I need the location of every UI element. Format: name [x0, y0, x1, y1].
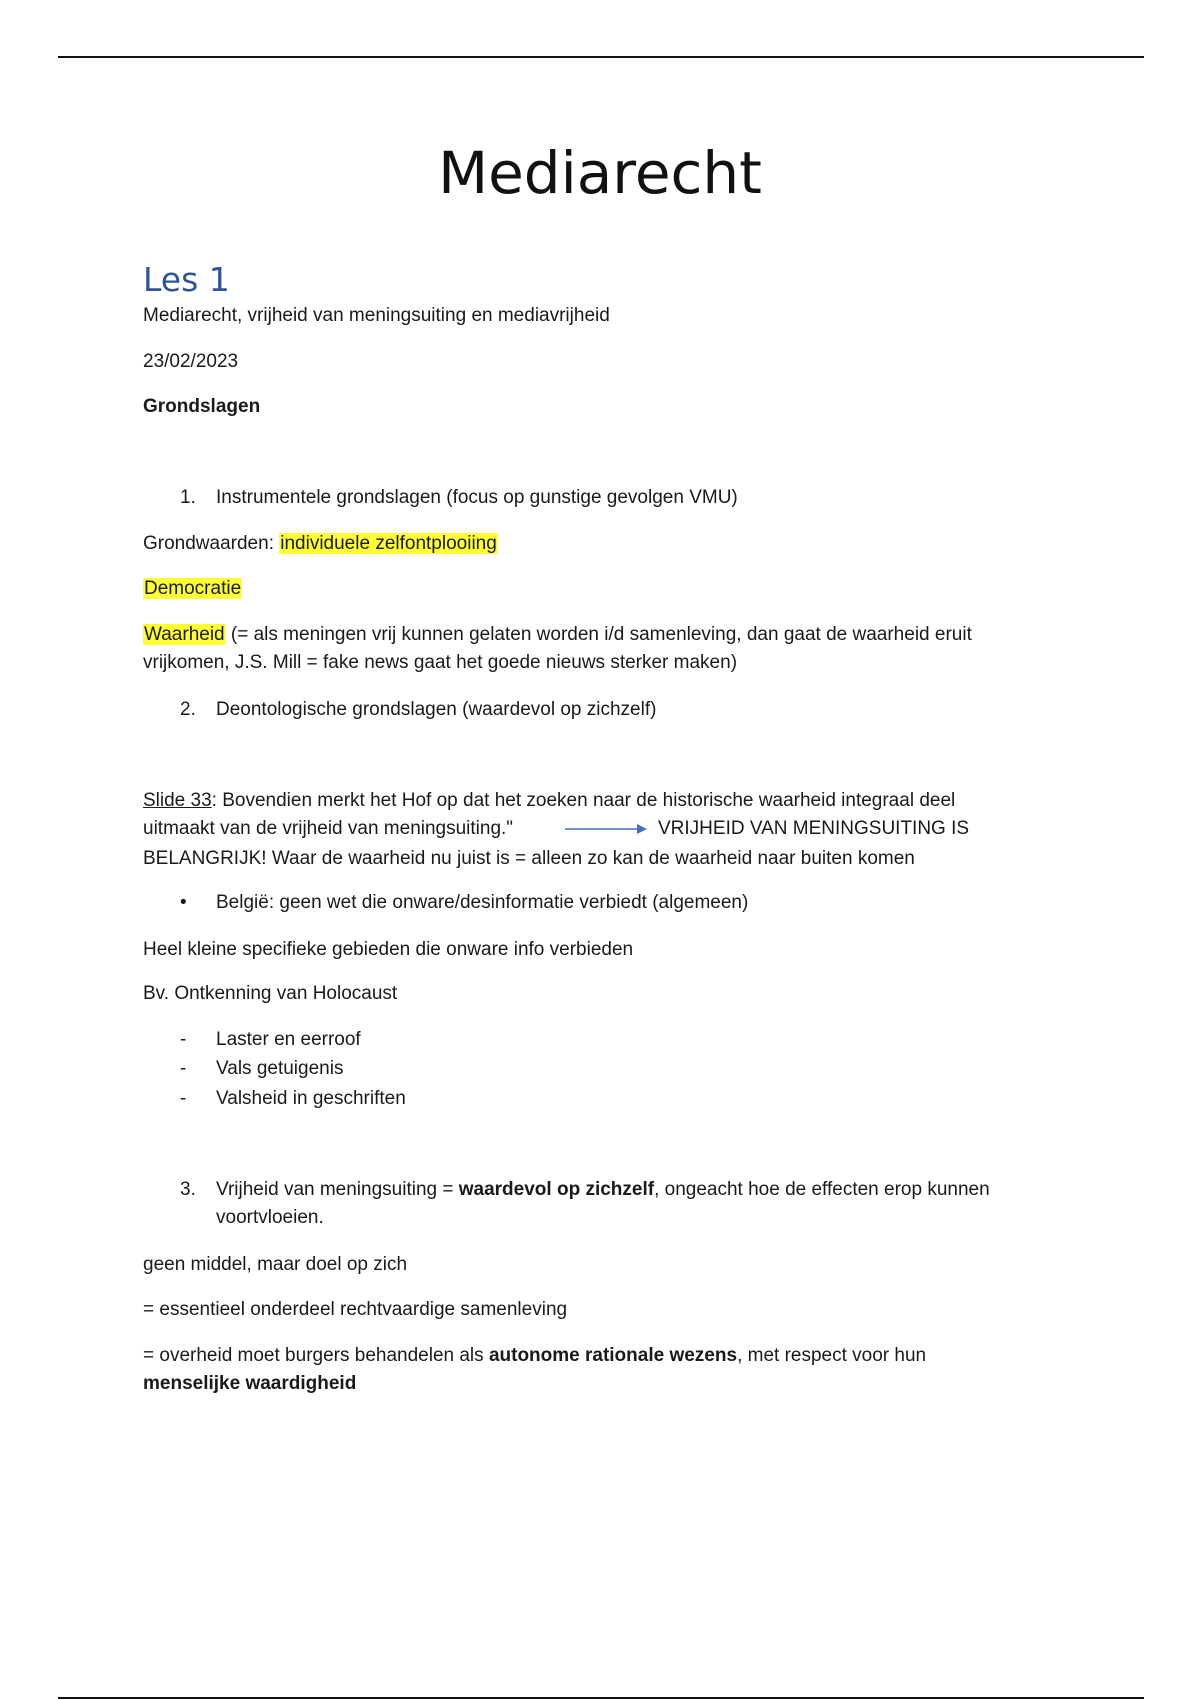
date: 23/02/2023	[143, 351, 239, 372]
overheid-bold-2: menselijke waardigheid	[143, 1373, 357, 1394]
overheid-line-1	[143, 1342, 926, 1370]
list-item-1: Instrumentele grondslagen (focus op gunstige gevolgen VMU)	[216, 487, 738, 508]
bottom-rule	[58, 1697, 1144, 1699]
democratie-highlight: Democratie	[144, 578, 242, 599]
item3-bold: waardevol op zichzelf	[458, 1179, 655, 1200]
dash-marker: -	[180, 1058, 187, 1079]
grondwaarden-line	[143, 530, 498, 558]
dash-item-2: Vals getuigenis	[216, 1058, 344, 1079]
list-item-2: Deontologische grondslagen (waardevol op zichzelf)	[216, 699, 657, 720]
grondwaarden-label: Grondwaarden:	[143, 533, 274, 554]
section-heading-text: Grondslagen	[143, 396, 261, 417]
list-number-3: 3.	[180, 1179, 196, 1200]
subtitle: Mediarecht, vrijheid van meningsuiting en mediavrijheid	[143, 305, 610, 326]
democratie-line	[143, 575, 242, 603]
waarheid-line-2: vrijkomen, J.S. Mill = fake news gaat het goede nieuws sterker maken)	[143, 652, 738, 673]
dash-marker: -	[180, 1088, 187, 1109]
specific-line: Heel kleine specifieke gebieden die onware info verbieden	[143, 939, 634, 960]
slide-line-2b: VRIJHEID VAN MENINGSUITING IS	[658, 818, 970, 839]
bv-line: Bv. Ontkenning van Holocaust	[143, 983, 398, 1004]
slide-reference: Slide 33	[143, 790, 212, 811]
waarheid-text-1: (= als meningen vrij kunnen gelaten worden i/d samenleving, dan gaat de waarheid eruit	[230, 624, 972, 645]
arrow-right-icon	[563, 822, 649, 836]
list-item-3	[216, 1176, 990, 1204]
bullet-item: België: geen wet die onware/desinformatie verbiedt (algemeen)	[216, 892, 749, 913]
bullet-marker: •	[180, 892, 187, 913]
dash-item-1: Laster en eerroof	[216, 1029, 361, 1050]
overheid-text-a: = overheid moet burgers behandelen als	[143, 1345, 489, 1366]
item3-text-b: , ongeacht hoe de effecten erop kunnen	[654, 1179, 990, 1200]
item3-text-a: Vrijheid van meningsuiting =	[216, 1179, 459, 1200]
list-number-2: 2.	[180, 699, 196, 720]
waarheid-highlight: Waarheid	[144, 624, 225, 645]
middel-line: geen middel, maar doel op zich	[143, 1254, 408, 1275]
dash-marker: -	[180, 1029, 187, 1050]
waarheid-line-1	[143, 621, 972, 649]
document-title: Mediarecht	[438, 139, 762, 207]
overheid-text-b: , met respect voor hun	[737, 1345, 927, 1366]
dash-item-3: Valsheid in geschriften	[216, 1088, 406, 1109]
essentieel-line: = essentieel onderdeel rechtvaardige samenleving	[143, 1299, 568, 1320]
top-rule	[58, 56, 1144, 58]
slide-line-1	[143, 787, 955, 815]
grondwaarden-highlight: individuele zelfontplooiing	[280, 533, 497, 554]
slide-line-3: BELANGRIJK! Waar de waarheid nu juist is = alleen zo kan de waarheid naar buiten komen	[143, 848, 915, 869]
overheid-bold: autonome rationale wezens	[488, 1345, 738, 1366]
slide-text-1: : Bovendien merkt het Hof op dat het zoeken naar de historische waarheid integraal deel	[211, 790, 956, 811]
slide-line-2a: uitmaakt van de vrijheid van meningsuiting."	[143, 818, 514, 839]
lesson-heading: Les 1	[143, 260, 230, 299]
section-heading	[143, 393, 260, 421]
list-number-1: 1.	[180, 487, 196, 508]
list-item-3-line-2: voortvloeien.	[216, 1207, 324, 1228]
overheid-line-2	[143, 1370, 356, 1398]
